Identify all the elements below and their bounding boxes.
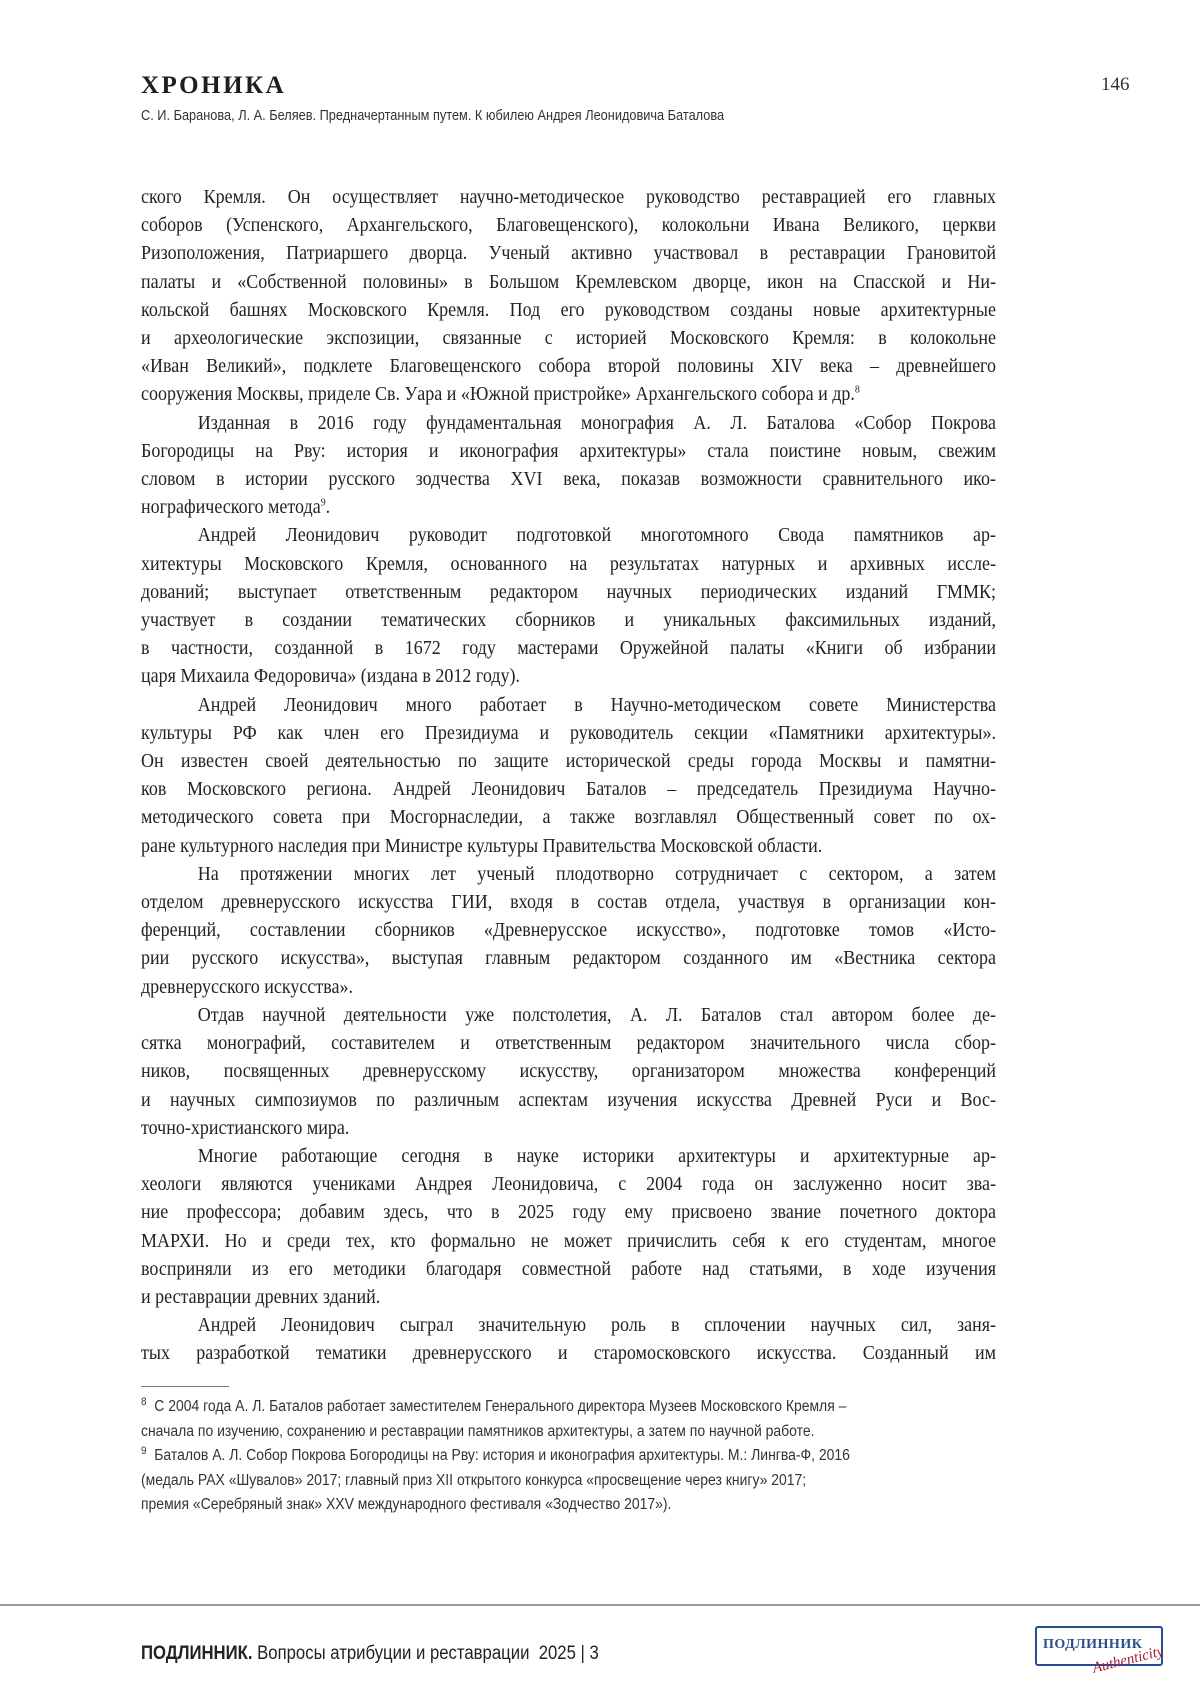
text-line-content: Андрей Леонидович руководит подготовкой многотомного Свода памятников ар- — [198, 524, 996, 546]
text-line-content: и научных симпозиумов по различным аспектам изучения искусства Древней Руси и Вос- — [141, 1089, 996, 1111]
text-line-content: ране культурного наследия при Министре культуры Правительства Московской области. — [141, 835, 822, 857]
text-line-content: нографического метода — [141, 496, 321, 518]
text-line — [141, 973, 996, 1001]
footnote-text: Баталов А. Л. Собор Покрова Богородицы на Рву: история и иконография архитектуры. М.: Лингва-Ф, 2016 — [154, 1447, 850, 1464]
text-line — [141, 634, 996, 662]
logo-text: ПОДЛИННИК — [1043, 1637, 1142, 1653]
text-line — [141, 1057, 996, 1085]
footnote-text: С 2004 года А. Л. Баталов работает заместителем Генерального директора Музеев Московского Кремля – — [154, 1398, 846, 1415]
text-line — [141, 1283, 996, 1311]
text-line — [141, 860, 996, 888]
text-line-content: ков Московского региона. Андрей Леонидович Баталов – председатель Президиума Научно- — [141, 778, 996, 800]
footnote-divider — [141, 1386, 229, 1387]
paragraph — [141, 521, 996, 690]
text-line-content: и реставрации древних зданий. — [141, 1286, 380, 1308]
article-running-title: С. И. Баранова, Л. А. Беляев. Предначертанным путем. К юбилею Андрея Леонидовича Баталова — [141, 108, 724, 124]
text-line-content: «Иван Великий», подклете Благовещенского собора второй половины XIV века – древнейшего — [141, 355, 996, 377]
journal-logo — [1035, 1626, 1163, 1666]
text-line — [141, 606, 996, 634]
text-line-content: словом в истории русского зодчества XVI века, показав возможности сравнительного ико- — [141, 468, 996, 490]
text-line — [141, 916, 996, 944]
footnote — [141, 1395, 1068, 1444]
text-line-content: Многие работающие сегодня в науке историки архитектуры и архитектурные ар- — [198, 1145, 996, 1167]
text-line — [141, 1311, 996, 1339]
section-title: ХРОНИКА — [141, 72, 286, 100]
journal-footer — [141, 1643, 599, 1665]
text-line — [141, 1170, 996, 1198]
logo-script: Authenticity — [1091, 1643, 1165, 1677]
footnote — [141, 1444, 1068, 1518]
text-line — [141, 352, 996, 380]
paragraph — [141, 409, 996, 522]
text-line-content: восприняли из его методики благодаря совместной работе над статьями, в ходе изучения — [141, 1258, 996, 1280]
text-line — [141, 1001, 996, 1029]
text-line — [141, 1114, 996, 1142]
text-line — [141, 324, 996, 352]
text-line — [141, 1142, 996, 1170]
text-line-content: Отдав научной деятельности уже полстолетия, А. Л. Баталов стал автором более де- — [198, 1004, 996, 1026]
page-number: 146 — [1101, 74, 1130, 96]
text-line-content: культуры РФ как член его Президиума и руководитель секции «Памятники архитектуры». — [141, 722, 996, 744]
text-line — [141, 691, 996, 719]
text-line — [141, 211, 996, 239]
footer-divider — [0, 1604, 1200, 1606]
text-line — [141, 1029, 996, 1057]
text-line — [141, 465, 996, 493]
footnote-line — [141, 1444, 1068, 1469]
article-body — [141, 183, 996, 1368]
text-line — [141, 747, 996, 775]
text-line-content: кольской башнях Московского Кремля. Под его руководством созданы новые архитектурные — [141, 299, 996, 321]
text-line-content: участвует в создании тематических сборников и уникальных факсимильных изданий, — [141, 609, 996, 631]
text-line-content: палаты и «Собственной половины» в Большом Кремлевском дворце, икон на Спасской и Ни- — [141, 271, 996, 293]
text-line-content: соборов (Успенского, Архангельского, Благовещенского), колокольни Ивана Великого, церкви — [141, 214, 996, 236]
issue-number: 2025 | 3 — [539, 1643, 599, 1664]
journal-name: ПОДЛИННИК. — [141, 1643, 252, 1664]
footnote-line — [141, 1395, 1068, 1420]
text-line-content: сооружения Москвы, приделе Св. Уара и «Южной пристройке» Архангельского собора и др. — [141, 383, 855, 405]
paragraph — [141, 1311, 996, 1367]
text-line-content: сятка монографий, составителем и ответственным редактором значительного числа сбор- — [141, 1032, 996, 1054]
text-line-content: хеологи являются учениками Андрея Леонидовича, с 2004 года он заслуженно носит зва- — [141, 1173, 996, 1195]
text-line — [141, 1198, 996, 1226]
text-line-content: Ризоположения, Патриаршего дворца. Ученый активно участвовал в реставрации Грановитой — [141, 242, 996, 264]
text-line — [141, 944, 996, 972]
paragraph — [141, 1142, 996, 1311]
text-line — [141, 662, 996, 690]
paragraph — [141, 1001, 996, 1142]
footnote-number: 9 — [141, 1445, 147, 1457]
text-line — [141, 1086, 996, 1114]
text-line-content: ние профессора; добавим здесь, что в 2025 году ему присвоено звание почетного доктора — [141, 1201, 996, 1223]
text-line — [141, 493, 996, 521]
footnote-line — [141, 1493, 1068, 1518]
footnote-text: сначала по изучению, сохранению и реставрации памятников архитектуры, а затем по научной работе. — [141, 1423, 814, 1440]
text-line-content: тых разработкой тематики древнерусского и старомосковского искусства. Созданный им — [141, 1342, 996, 1364]
punctuation: . — [326, 496, 331, 518]
footnote-line — [141, 1420, 1068, 1445]
footnotes — [141, 1395, 1068, 1518]
text-line — [141, 437, 996, 465]
text-line — [141, 296, 996, 324]
text-line-content: в частности, созданной в 1672 году мастерами Оружейной палаты «Книги об избрании — [141, 637, 996, 659]
text-line-content: Андрей Леонидович сыграл значительную роль в сплочении научных сил, заня- — [198, 1314, 996, 1336]
footnote-text: премия «Серебряный знак» XXV международного фестиваля «Зодчество 2017»). — [141, 1496, 671, 1513]
text-line-content: Андрей Леонидович много работает в Научно-методическом совете Министерства — [198, 694, 996, 716]
footnote-line — [141, 1469, 1068, 1494]
text-line — [141, 409, 996, 437]
paragraph — [141, 860, 996, 1001]
text-line — [141, 775, 996, 803]
text-line-content: точно-христианского мира. — [141, 1117, 349, 1139]
text-line-content: Он известен своей деятельностью по защите исторической среды города Москвы и памятни- — [141, 750, 996, 772]
text-line — [141, 239, 996, 267]
text-line-content: отделом древнерусского искусства ГИИ, входя в состав отдела, участвуя в организации кон- — [141, 891, 996, 913]
text-line — [141, 578, 996, 606]
footnote-number: 8 — [141, 1396, 147, 1408]
text-line-content: хитектуры Московского Кремля, основанного на результатах натурных и архивных иссле- — [141, 553, 996, 575]
text-line — [141, 380, 996, 408]
text-line-content: Богородицы на Рву: история и иконография архитектуры» стала поистине новым, свежим — [141, 440, 996, 462]
text-line — [141, 1255, 996, 1283]
text-line-content: царя Михаила Федоровича» (издана в 2012 году). — [141, 665, 520, 687]
journal-subtitle: Вопросы атрибуции и реставрации — [257, 1643, 529, 1664]
text-line — [141, 183, 996, 211]
text-line-content: На протяжении многих лет ученый плодотворно сотрудничает с сектором, а затем — [198, 863, 996, 885]
text-line-content: рии русского искусства», выступая главным редактором созданного им «Вестника сектора — [141, 947, 996, 969]
text-line — [141, 1339, 996, 1367]
text-line — [141, 803, 996, 831]
text-line — [141, 550, 996, 578]
text-line — [141, 888, 996, 916]
text-line-content: и археологические экспозиции, связанные с историей Московского Кремля: в колокольне — [141, 327, 996, 349]
text-line — [141, 719, 996, 747]
text-line-content: древнерусского искусства». — [141, 976, 353, 998]
text-line-content: ников, посвященных древнерусскому искусству, организатором множества конференций — [141, 1060, 996, 1082]
footnote-reference[interactable]: 8 — [855, 384, 860, 396]
text-line-content: дований; выступает ответственным редактором научных периодических изданий ГММК; — [141, 581, 996, 603]
text-line-content: Изданная в 2016 году фундаментальная монография А. Л. Баталова «Собор Покрова — [198, 412, 996, 434]
paragraph — [141, 183, 996, 409]
paragraph — [141, 691, 996, 860]
text-line-content: методического совета при Мосгорнаследии, а также возглавлял Общественный совет по ох- — [141, 806, 996, 828]
text-line — [141, 1227, 996, 1255]
text-line-content: МАРХИ. Но и среди тех, кто формально не может причислить себя к его студентам, многое — [141, 1230, 996, 1252]
text-line — [141, 832, 996, 860]
text-line-content: ференций, составлении сборников «Древнерусское искусство», подготовке томов «Исто- — [141, 919, 996, 941]
text-line-content: ского Кремля. Он осуществляет научно-методическое руководство реставрацией его главных — [141, 186, 996, 208]
text-line — [141, 521, 996, 549]
text-line — [141, 268, 996, 296]
footnote-text: (медаль РАХ «Шувалов» 2017; главный приз XII открытого конкурса «просвещение через книгу» 2017; — [141, 1472, 806, 1489]
footnote-reference[interactable]: 9 — [321, 497, 326, 509]
